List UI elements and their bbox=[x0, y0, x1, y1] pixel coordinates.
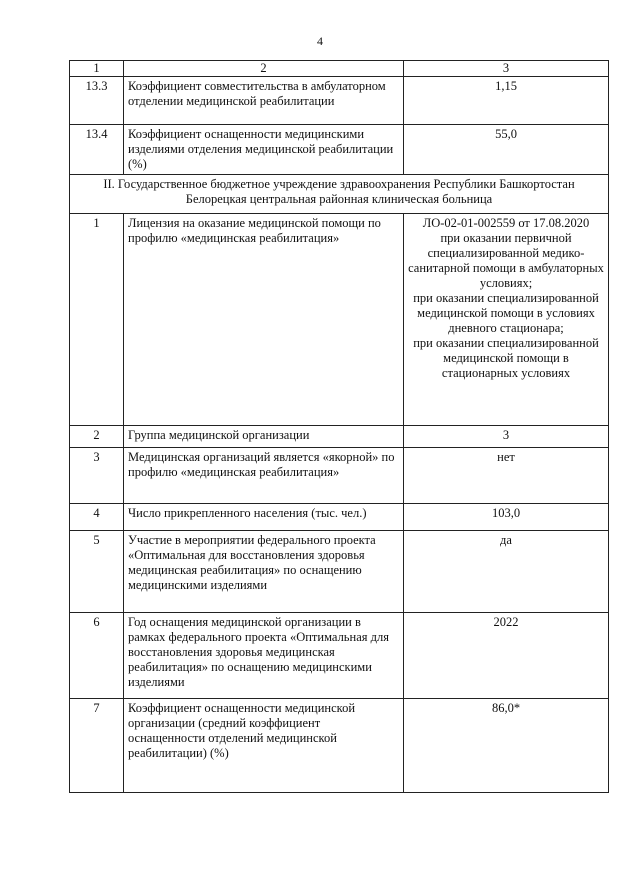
table-row bbox=[70, 77, 609, 125]
table-header-row bbox=[70, 61, 609, 77]
table-row bbox=[70, 426, 609, 448]
row-number: 13.4 bbox=[70, 125, 124, 175]
row-label: Медицинская организаций является «якорной» по профилю «медицинская реабилитация» bbox=[124, 448, 404, 504]
row-number: 4 bbox=[70, 504, 124, 531]
table-row bbox=[70, 531, 609, 613]
row-label: Лицензия на оказание медицинской помощи по профилю «медицинская реабилитация» bbox=[124, 214, 404, 426]
row-label: Коэффициент оснащенности медицинской организации (средний коэффициент оснащенности отделений медицинской реабилитации) (%) bbox=[124, 699, 404, 793]
data-table bbox=[69, 60, 609, 793]
table-row bbox=[70, 214, 609, 426]
row-label: Число прикрепленного населения (тыс. чел.) bbox=[124, 504, 404, 531]
page-number: 4 bbox=[317, 34, 323, 48]
section-row bbox=[70, 175, 609, 214]
row-number: 1 bbox=[70, 214, 124, 426]
table-row bbox=[70, 125, 609, 175]
table-row bbox=[70, 504, 609, 531]
row-value: 2022 bbox=[404, 613, 609, 699]
table-row bbox=[70, 613, 609, 699]
row-value: 3 bbox=[404, 426, 609, 448]
row-value: 1,15 bbox=[404, 77, 609, 125]
row-number: 6 bbox=[70, 613, 124, 699]
row-value: да bbox=[404, 531, 609, 613]
row-value: 55,0 bbox=[404, 125, 609, 175]
row-value: 86,0* bbox=[404, 699, 609, 793]
row-label: Коэффициент оснащенности медицинскими изделиями отделения медицинской реабилитации (%) bbox=[124, 125, 404, 175]
row-label: Группа медицинской организации bbox=[124, 426, 404, 448]
section-title: II. Государственное бюджетное учреждение здравоохранения Республики Башкортостан Белорецкая центральная районная клиническая больница bbox=[70, 175, 609, 214]
header-col-1: 1 bbox=[70, 61, 124, 77]
header-col-3: 3 bbox=[404, 61, 609, 77]
table-row bbox=[70, 448, 609, 504]
row-value: нет bbox=[404, 448, 609, 504]
row-value: ЛО-02-01-002559 от 17.08.2020 при оказании первичной специализированной медико-санитарной помощи в амбулаторных условиях; при оказании специализированной медицинской помощи в условиях дневного стационара; при оказании специализированной медицинской помощи в стационарных условиях bbox=[404, 214, 609, 426]
row-number: 7 bbox=[70, 699, 124, 793]
row-value: 103,0 bbox=[404, 504, 609, 531]
row-number: 2 bbox=[70, 426, 124, 448]
row-label: Участие в мероприятии федерального проекта «Оптимальная для восстановления здоровья медицинская реабилитация» по оснащению медицинскими изделиями bbox=[124, 531, 404, 613]
table-row bbox=[70, 699, 609, 793]
row-number: 5 bbox=[70, 531, 124, 613]
row-number: 3 bbox=[70, 448, 124, 504]
row-label: Год оснащения медицинской организации в рамках федерального проекта «Оптимальная для восстановления здоровья медицинская реабилитация» по оснащению медицинскими изделиями bbox=[124, 613, 404, 699]
header-col-2: 2 bbox=[124, 61, 404, 77]
row-number: 13.3 bbox=[70, 77, 124, 125]
row-label: Коэффициент совместительства в амбулаторном отделении медицинской реабилитации bbox=[124, 77, 404, 125]
